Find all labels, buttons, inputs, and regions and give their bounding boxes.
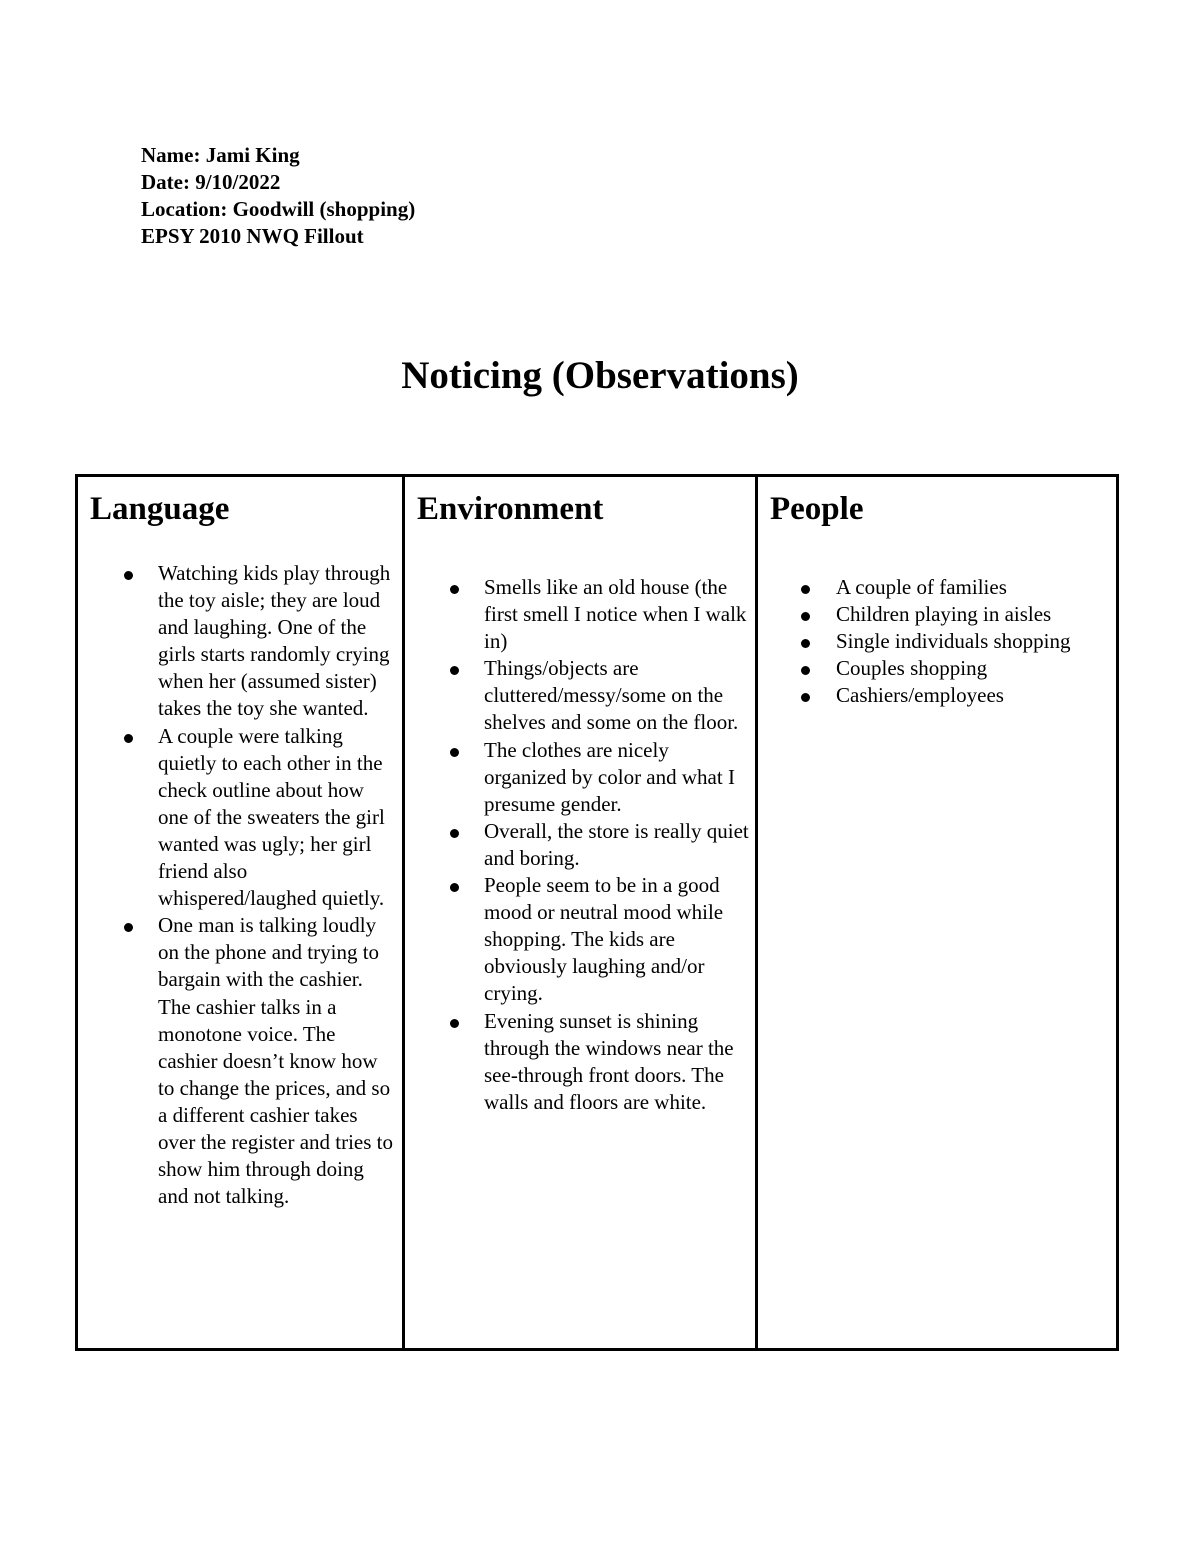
location-line: Location: Goodwill (shopping) [141, 197, 416, 221]
list-item-text: Overall, the store is really quiet and boring. [484, 818, 749, 870]
list-item [405, 737, 755, 818]
list-item [758, 601, 1116, 628]
people-list [758, 574, 1116, 709]
list-item-text: The clothes are nicely organized by color and what I presume gender. [484, 737, 735, 816]
list-item [405, 1008, 755, 1116]
bullet-icon [801, 693, 810, 702]
bullet-icon [450, 883, 459, 892]
language-column [78, 477, 405, 1348]
bullet-icon [124, 923, 133, 932]
list-item-text: Children playing in aisles [836, 602, 1052, 627]
bullet-icon [450, 666, 459, 675]
list-item [405, 872, 755, 1007]
language-list [78, 560, 402, 1210]
list-item-text: Things/objects are cluttered/messy/some on the shelves and some on the floor. [484, 656, 739, 735]
observations-table [75, 474, 1119, 1351]
list-item-text: Smells like an old house (the first smell I notice when I walk in) [484, 575, 747, 654]
list-item [78, 912, 402, 1210]
language-heading: Language [90, 491, 230, 527]
bullet-icon [450, 748, 459, 757]
bullet-icon [801, 612, 810, 621]
list-item-text: Couples shopping [836, 656, 988, 681]
bullet-icon [124, 571, 133, 580]
list-item [78, 560, 402, 723]
list-item [758, 628, 1116, 655]
list-item [405, 818, 755, 872]
bullet-icon [124, 734, 133, 743]
list-item-text: A couple were talking quietly to each other in the check outline about how one of the sweaters the girl wanted was ugly; her girl friend also whispered/laughed quietly. [158, 723, 385, 911]
date-line: Date: 9/10/2022 [141, 170, 281, 194]
bullet-icon [450, 1019, 459, 1028]
environment-column [405, 477, 758, 1348]
header-info [141, 142, 415, 250]
course-line: EPSY 2010 NWQ Fillout [141, 224, 364, 248]
environment-heading: Environment [417, 491, 604, 527]
bullet-icon [801, 639, 810, 648]
bullet-icon [450, 585, 459, 594]
bullet-icon [450, 829, 459, 838]
list-item-text: Evening sunset is shining through the windows near the see-through front doors. The walls and floors are white. [484, 1008, 734, 1114]
list-item [758, 574, 1116, 601]
list-item-text: People seem to be in a good mood or neutral mood while shopping. The kids are obviously laughing and/or crying. [484, 873, 724, 1006]
bullet-icon [801, 666, 810, 675]
list-item [405, 655, 755, 736]
list-item [78, 723, 402, 913]
name-line: Name: Jami King [141, 143, 300, 167]
list-item [758, 655, 1116, 682]
list-item-text: A couple of families [836, 575, 1007, 599]
list-item [758, 682, 1116, 709]
list-item [405, 574, 755, 655]
page-title: Noticing (Observations) [401, 354, 799, 397]
people-column [758, 477, 1116, 1348]
list-item-text: Cashiers/employees [836, 683, 1004, 708]
environment-list [405, 574, 755, 1116]
people-heading: People [770, 491, 864, 527]
list-item-text: One man is talking loudly on the phone and trying to bargain with the cashier. The cashier talks in a monotone voice. The cashier doesn’t know how to change the prices, and so a different cashier takes over the register and tries to show him through doing and not talking. [158, 913, 393, 1209]
list-item-text: Watching kids play through the toy aisle; they are loud and laughing. One of the girls starts randomly crying when her (assumed sister) takes the toy she wanted. [158, 561, 391, 721]
bullet-icon [801, 585, 810, 594]
list-item-text: Single individuals shopping [836, 629, 1071, 654]
